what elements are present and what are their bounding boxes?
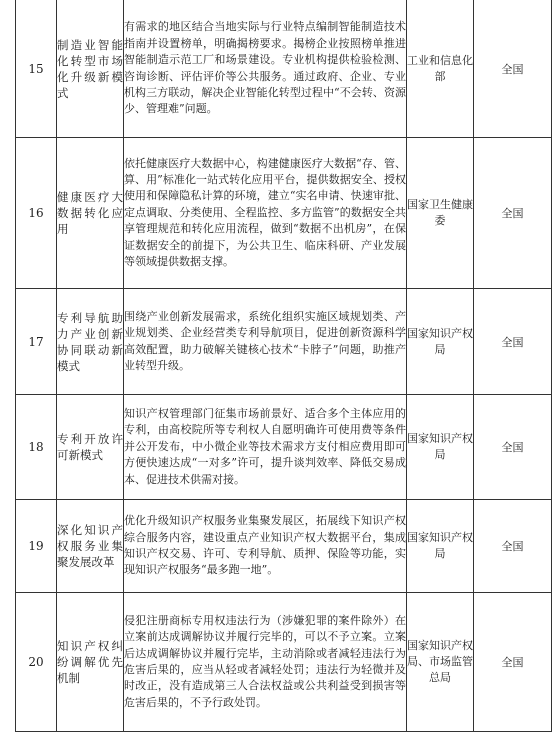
measure-content <box>124 138 407 289</box>
row-number: 18 <box>16 395 57 500</box>
measure-name <box>57 289 124 395</box>
measure-name-text: 知识产权纠纷调解优先机制 <box>57 639 123 685</box>
row-number: 16 <box>16 138 57 289</box>
responsible-department <box>407 593 474 732</box>
table-row <box>16 138 552 289</box>
measure-content <box>124 0 407 138</box>
measure-name <box>57 593 124 732</box>
measure-name-text: 深化知识产权服务业集聚发展改革 <box>57 523 123 569</box>
responsible-department-text: 工业和信息化部 <box>407 53 473 83</box>
measure-content <box>124 289 407 395</box>
responsible-department <box>407 395 474 500</box>
measure-name <box>57 395 124 500</box>
responsible-department <box>407 289 474 395</box>
responsible-department-text: 国家知识产权局 <box>407 531 473 560</box>
measure-name-text: 健康医疗大数据转化应用 <box>57 190 123 236</box>
responsible-department <box>407 138 474 289</box>
applicable-scope: 全国 <box>474 138 552 289</box>
measure-content <box>124 500 407 593</box>
responsible-department-text: 国家知识产权局 <box>407 326 473 356</box>
responsible-department <box>407 0 474 138</box>
applicable-scope: 全国 <box>474 395 552 500</box>
row-number: 19 <box>16 500 57 593</box>
applicable-scope: 全国 <box>474 593 552 732</box>
row-number: 17 <box>16 289 57 395</box>
applicable-scope: 全国 <box>474 289 552 395</box>
table-row <box>16 593 552 732</box>
measure-name <box>57 0 124 138</box>
measure-content <box>124 395 407 500</box>
measure-name-text: 专利开放许可新模式 <box>57 432 123 462</box>
table-row <box>16 0 552 138</box>
row-number: 20 <box>16 593 57 732</box>
measure-content-text: 有需求的地区结合当地实际与行业特点编制智能制造技术指南并设置榜单，明确揭榜要求。揭榜企业按照榜单推进智能制造示范工厂和场景建设。专业机构提供检验检测、咨询诊断、评估评价等公共服务。通过政府、企业、专业机构三方联动，解决企业智能化转型过程中“不会转、资源少、管理难”问题。 <box>124 20 406 116</box>
measure-name <box>57 500 124 593</box>
row-number: 15 <box>16 0 57 138</box>
measure-name-text: 专利导航助力产业创新协同联动新模式 <box>57 310 123 373</box>
measure-content <box>124 593 407 732</box>
table-row <box>16 395 552 500</box>
measure-content-text: 侵犯注册商标专用权违法行为（涉嫌犯罪的案件除外）在立案前达成调解协议并履行完毕的，可以不予立案。立案后达成调解协议并履行完毕，主动消除或者减轻违法行为危害后果的，应当从轻或者减轻处罚；违法行为轻微并及时改正，没有造成第三人合法权益或公共利益受到损害等危害后果的，不予行政处罚。 <box>124 613 406 709</box>
measure-name-text: 制造业智能化转型市场化升级新模式 <box>57 37 123 100</box>
responsible-department-text: 国家知识产权局、市场监管总局 <box>407 639 473 684</box>
measure-content-text: 知识产权管理部门征集市场前景好、适合多个主体应用的专利，由高校院所等专利权人自愿明确许可使用费等条件并公开发布，中小微企业等技术需求方支付相应费用即可方便快速达成“一对多”许可，提升谈判效率、降低交易成本、促进技术供需对接。 <box>124 406 406 486</box>
measure-content-text: 优化升级知识产权服务业集聚发展区，拓展线下知识产权综合服务内容，建设重点产业知识产权大数据平台，集成知识产权交易、许可、专利导航、质押、保险等功能，实现知识产权服务“最多跑一地”。 <box>124 514 406 577</box>
responsible-department-text: 国家卫生健康委 <box>407 198 473 227</box>
measure-name <box>57 138 124 289</box>
responsible-department <box>407 500 474 593</box>
applicable-scope: 全国 <box>474 500 552 593</box>
applicable-scope: 全国 <box>474 0 552 138</box>
policy-table <box>15 0 552 732</box>
responsible-department-text: 国家知识产权局 <box>407 432 473 461</box>
table-row <box>16 500 552 593</box>
measure-content-text: 围绕产业创新发展需求，系统化组织实施区域规划类、产业规划类、企业经营类专利导航项目，促进创新资源科学高效配置，助力破解关键核心技术“卡脖子”问题，助推产业转型升级。 <box>124 309 406 372</box>
measure-content-text: 依托健康医疗大数据中心，构建健康医疗大数据“存、管、算、用”标准化一站式转化应用平台，提供数据安全、授权使用和保障隐私计算的环境，建立“实名申请、快速审批、定点调取、分类使用、全程监控、多方监管”的数据安全共享管理规范和转化应用流程，做到“数据不出机房”，在保证数据安全的前提下，为公共卫生、临床科研、产业发展等领域提供数据支撑。 <box>124 156 406 269</box>
table-row <box>16 289 552 395</box>
